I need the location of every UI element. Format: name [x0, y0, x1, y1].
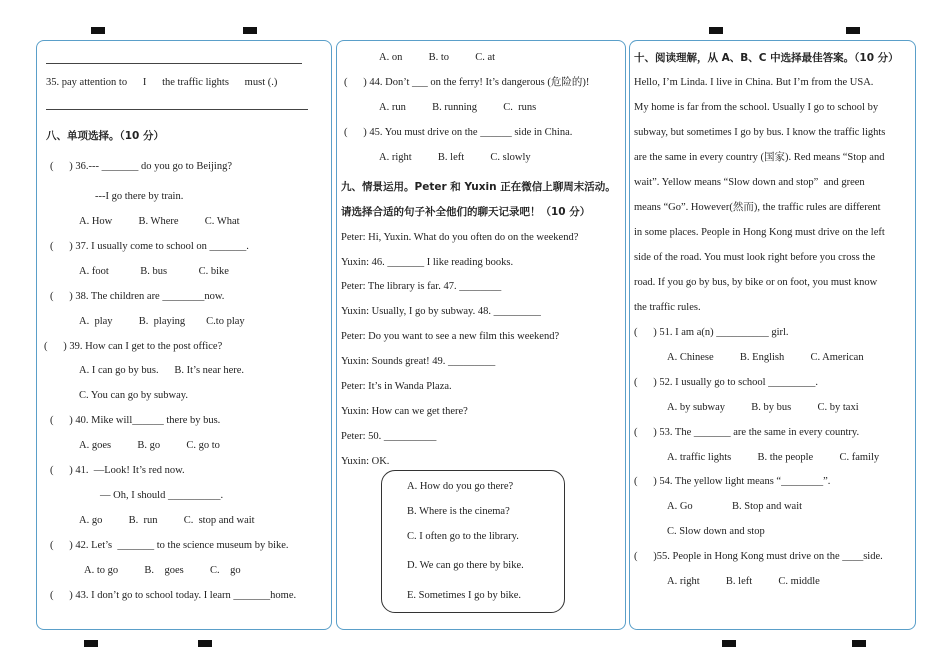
- option-c: C. I often go to the library.: [407, 531, 519, 542]
- question-37: ( ) 37. I usually come to school on _______.: [50, 241, 249, 252]
- option-a: A. How do you go there?: [407, 481, 514, 492]
- question-52-options: A. by subway B. by bus C. by taxi: [667, 402, 859, 413]
- option-d: D. We can go there by bike.: [407, 560, 524, 571]
- question-38: ( ) 38. The children are ________now.: [50, 291, 225, 302]
- registration-mark: [852, 640, 866, 647]
- question-41-options: A. go B. run C. stop and wait: [79, 515, 255, 526]
- dialogue-line: Peter: The library is far. 47. ________: [341, 281, 502, 292]
- dialogue-line: Yuxin: Sounds great! 49. _________: [341, 356, 496, 367]
- question-36-options: A. How B. Where C. What: [79, 216, 240, 227]
- answer-line: [46, 109, 308, 110]
- option-e: E. Sometimes I go by bike.: [407, 590, 522, 601]
- registration-mark: [198, 640, 212, 647]
- dialogue-line: Yuxin: How can we get there?: [341, 406, 468, 417]
- question-39-options-a: A. I can go by bus. B. It’s near here.: [79, 365, 245, 376]
- question-39-options-b: C. You can go by subway.: [79, 390, 188, 401]
- question-41: ( ) 41. —Look! It’s red now.: [50, 465, 185, 476]
- question-53: ( ) 53. The _______ are the same in every country.: [634, 427, 860, 438]
- question-53-options: A. traffic lights B. the people C. family: [667, 452, 880, 463]
- dialogue-line: Peter: 50. __________: [341, 431, 437, 442]
- passage-line: side of the road. You must look right before you cross the: [634, 252, 876, 263]
- question-37-options: A. foot B. bus C. bike: [79, 266, 229, 277]
- dialogue-line: Yuxin: 46. _______ I like reading books.: [341, 257, 514, 268]
- question-54-options-b: C. Slow down and stop: [667, 526, 765, 537]
- question-45-options: A. right B. left C. slowly: [379, 152, 531, 163]
- dialogue-line: Yuxin: OK.: [341, 456, 390, 467]
- question-43: ( ) 43. I don’t go to school today. I learn _______home.: [50, 590, 297, 601]
- question-40: ( ) 40. Mike will______ there by bus.: [50, 415, 221, 426]
- dialogue-line: Peter: It’s in Wanda Plaza.: [341, 381, 452, 392]
- passage-line: wait”. Yellow means “Slow down and stop” and green: [634, 177, 865, 188]
- question-36: ( ) 36.--- _______ do you go to Beijing?: [50, 161, 232, 172]
- dialogue-line: Peter: Do you want to see a new film this weekend?: [341, 331, 560, 342]
- answer-line: [46, 63, 302, 64]
- question-51: ( ) 51. I am a(n) __________ girl.: [634, 327, 789, 338]
- registration-mark: [846, 27, 860, 34]
- question-54-options-a: A. Go B. Stop and wait: [667, 501, 803, 512]
- question-43-options: A. on B. to C. at: [379, 52, 496, 63]
- question-44-options: A. run B. running C. runs: [379, 102, 537, 113]
- dialogue-line: Yuxin: Usually, I go by subway. 48. _________: [341, 306, 541, 317]
- passage-line: in some places. People in Hong Kong must drive on the left: [634, 227, 885, 238]
- registration-mark: [722, 640, 736, 647]
- passage-line: road. If you go by bus, by bike or on foot, you must know: [634, 277, 878, 288]
- question-40-options: A. goes B. go C. go to: [79, 440, 220, 451]
- question-39: ( ) 39. How can I get to the post office?: [44, 341, 223, 352]
- passage-line: subway, but sometimes I go by bus. I know the traffic lights: [634, 127, 886, 138]
- dialogue-line: Peter: Hi, Yuxin. What do you often do on the weekend?: [341, 232, 579, 243]
- question-55: ( )55. People in Hong Kong must drive on the ____side.: [634, 551, 883, 562]
- question-51-options: A. Chinese B. English C. American: [667, 352, 864, 363]
- question-36-reply: ---I go there by train.: [95, 191, 184, 202]
- question-41-reply: — Oh, I should __________.: [100, 490, 224, 501]
- registration-mark: [84, 640, 98, 647]
- passage-line: the traffic rules.: [634, 302, 701, 313]
- question-38-options: A. play B. playing C.to play: [79, 316, 245, 327]
- passage-line: Hello, I’m Linda. I live in China. But I’m from the USA.: [634, 77, 874, 88]
- question-52: ( ) 52. I usually go to school _________.: [634, 377, 819, 388]
- passage-line: My home is far from the school. Usually I go to school by: [634, 102, 879, 113]
- question-54: ( ) 54. The yellow light means “________”.: [634, 476, 831, 487]
- question-44: ( ) 44. Don’t ___ on the ferry! It’s dangerous (危险的)!: [344, 77, 590, 88]
- registration-mark: [91, 27, 105, 34]
- section-9-title: 九、情景运用。Peter 和 Yuxin 正在微信上聊周末活动。: [341, 181, 616, 193]
- passage-line: are the same in every country (国家). Red means “Stop and: [634, 152, 885, 163]
- section-8-title: 八、单项选择。（10 分）: [46, 130, 165, 142]
- registration-mark: [243, 27, 257, 34]
- question-55-options: A. right B. left C. middle: [667, 576, 820, 587]
- question-35: 35. pay attention to I the traffic lights must (.): [46, 77, 278, 88]
- registration-mark: [709, 27, 723, 34]
- section-9-instruction: 请选择合适的句子补全他们的聊天记录吧！（10 分）: [341, 206, 591, 218]
- section-10-title: 十、阅读理解，从 A、B、C 中选择最佳答案。（10 分）: [634, 52, 899, 64]
- question-42-options: A. to go B. goes C. go: [84, 565, 241, 576]
- passage-line: means “Go”. However(然而), the traffic rules are different: [634, 202, 881, 213]
- option-b: B. Where is the cinema?: [407, 506, 510, 517]
- question-42: ( ) 42. Let’s _______ to the science museum by bike.: [50, 540, 289, 551]
- question-45: ( ) 45. You must drive on the ______ side in China.: [344, 127, 573, 138]
